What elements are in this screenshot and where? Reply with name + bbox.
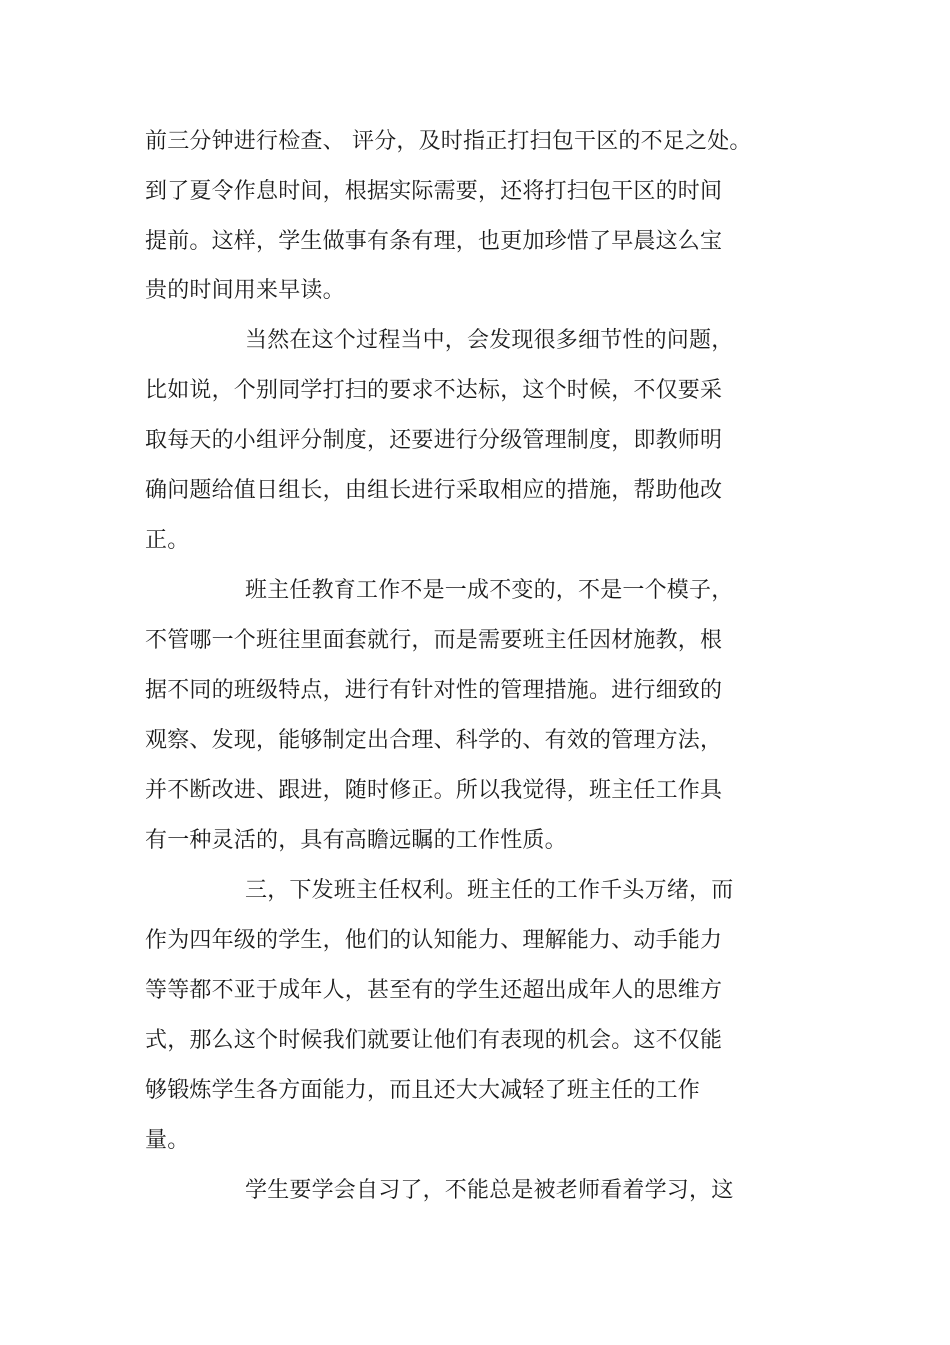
text-line: 三，下发班主任权利。班主任的工作千头万绪，而: [245, 878, 734, 903]
text-line: 比如说，个别同学打扫的要求不达标，这个时候，不仅要采: [145, 378, 723, 403]
text-line: 观察、发现，能够制定出合理、科学的、有效的管理方法，: [145, 728, 723, 753]
text-line: 班主任教育工作不是一成不变的，不是一个模子，: [245, 578, 734, 603]
text-line: 到了夏令作息时间，根据实际需要，还将打扫包干区的时间: [145, 179, 723, 204]
text-line: 当然在这个过程当中，会发现很多细节性的问题，: [245, 328, 734, 353]
text-line: 等等都不亚于成年人，甚至有的学生还超出成年人的思维方: [145, 978, 723, 1003]
text-line: 式，那么这个时候我们就要让他们有表现的机会。这不仅能: [145, 1028, 723, 1053]
text-line: 够锻炼学生各方面能力，而且还大大减轻了班主任的工作: [145, 1078, 701, 1103]
text-line: 学生要学会自习了，不能总是被老师看着学习，这: [245, 1178, 734, 1203]
text-line: 量。: [145, 1128, 190, 1153]
text-line: 并不断改进、跟进，随时修正。所以我觉得，班主任工作具: [145, 778, 723, 803]
text-line: 确问题给值日组长，由组长进行采取相应的措施，帮助他改: [145, 478, 723, 503]
text-line: 取每天的小组评分制度，还要进行分级管理制度，即教师明: [145, 428, 723, 453]
text-line: 提前。这样，学生做事有条有理，也更加珍惜了早晨这么宝: [145, 229, 723, 254]
text-line: 据不同的班级特点，进行有针对性的管理措施。进行细致的: [145, 678, 723, 703]
text-line: 正。: [145, 528, 190, 553]
text-line: 前三分钟进行检查、 评分，及时指正打扫包干区的不足之处。: [145, 129, 752, 154]
text-line: 不管哪一个班往里面套就行，而是需要班主任因材施教，根: [145, 628, 723, 653]
text-line: 贵的时间用来早读。: [145, 278, 345, 303]
text-line: 作为四年级的学生，他们的认知能力、理解能力、动手能力: [145, 928, 723, 953]
text-line: 有一种灵活的，具有高瞻远瞩的工作性质。: [145, 828, 567, 853]
